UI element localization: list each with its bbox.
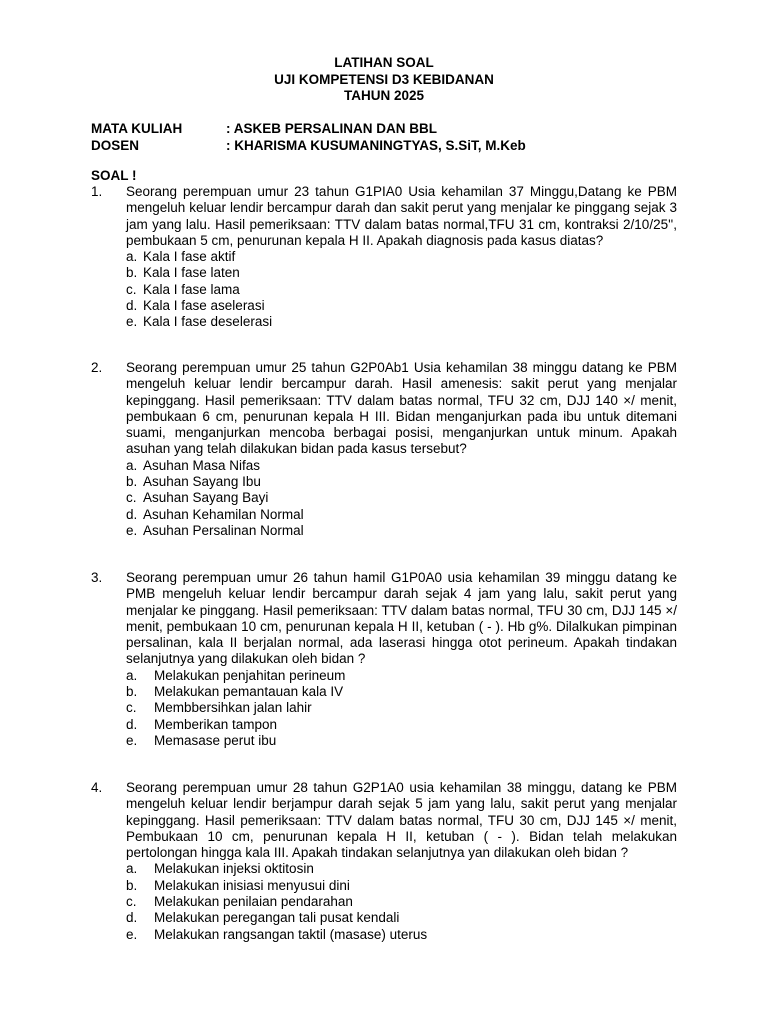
option-letter: a. (126, 861, 138, 877)
option-letter: e. (126, 522, 138, 538)
option-text: Melakukan pemantauan kala IV (154, 684, 344, 700)
option-text: Memasase perut ibu (154, 732, 277, 748)
option-letter: e. (126, 926, 138, 942)
header-year: TAHUN 2025 (343, 88, 425, 103)
option-text: Asuhan Kehamilan Normal (143, 506, 304, 522)
question-2 (91, 360, 677, 539)
question-number: 2. (91, 360, 103, 375)
option-letter: a. (126, 457, 138, 473)
option-item (126, 249, 677, 265)
option-text: Melakukan rangsangan taktil (masase) uterus (154, 926, 428, 942)
option-text: Membbersihkan jalan lahir (154, 700, 312, 716)
option-letter: c. (126, 894, 137, 910)
question-4 (91, 780, 677, 943)
option-text: Melakukan penilaian pendarahan (154, 894, 353, 910)
option-letter: c. (126, 700, 137, 716)
option-text: Memberikan tampon (154, 716, 278, 732)
option-item (126, 878, 677, 894)
option-item (126, 894, 677, 910)
option-text: Asuhan Masa Nifas (143, 457, 261, 473)
option-item (126, 927, 677, 943)
option-item (126, 910, 677, 926)
option-list (126, 668, 677, 749)
option-text: Melakukan penjahitan perineum (154, 667, 346, 683)
header-subtitle: UJI KOMPETENSI D3 KEBIDANAN (274, 71, 494, 87)
option-item (126, 490, 677, 506)
meta-lecturer-row (91, 138, 526, 155)
question-number: 1. (91, 184, 103, 199)
option-item (126, 458, 677, 474)
option-item (126, 507, 677, 523)
option-letter: b. (126, 684, 138, 700)
option-item (126, 298, 677, 314)
document-header (0, 55, 768, 105)
option-item (126, 861, 677, 877)
option-letter: d. (126, 910, 138, 926)
question-number: 3. (91, 570, 103, 585)
option-item (126, 282, 677, 298)
question-number: 4. (91, 780, 103, 795)
option-letter: b. (126, 877, 138, 893)
option-text: Kala I fase laten (143, 265, 240, 281)
option-item (126, 684, 677, 700)
option-list (126, 458, 677, 539)
question-text: Seorang perempuan umur 28 tahun G2P1A0 usia kehamilan 38 minggu, datang ke PBM mengeluh keluar lendir berjampur darah sejak 5 jam yang lalu, sakit perut yang menjalar kepinggang. Hasil pemeriksaan: TTV dalam batas normal, TFU 30 cm, DJJ 145 ×/ menit, Pembukaan 10 cm, penurunan kepala H II, ketuban ( - ). Bidan telah melakukan pertolongan hingga kala III. Apakah tindakan selanjutnya yan dilakukan oleh bidan ? (126, 780, 677, 861)
option-text: Melakukan injeksi oktitosin (154, 861, 314, 877)
option-letter: d. (126, 506, 138, 522)
option-item (126, 717, 677, 733)
option-item (126, 733, 677, 749)
option-item (126, 523, 677, 539)
question-3 (91, 570, 677, 749)
option-letter: a. (126, 249, 138, 265)
question-text: Seorang perempuan umur 23 tahun G1PIA0 Usia kehamilan 37 Minggu,Datang ke PBM mengeluh keluar lendir bercampur darah dan sakit perut yang menjalar ke pinggang sejak 3 jam yang lalu. Hasil pemeriksaan: TTV dalam batas normal,TFU 31 cm, kontraksi 2/10/25'', pembukaan 5 cm, penurunan kepala H II. Apakah diagnosis pada kasus diatas? (126, 184, 677, 248)
option-list (126, 249, 677, 330)
meta-block (91, 121, 526, 154)
option-text: Asuhan Sayang Bayi (143, 490, 269, 506)
option-letter: b. (126, 474, 138, 490)
meta-course-value: : ASKEB PERSALINAN DAN BBL (226, 121, 438, 136)
option-text: Melakukan inisiasi menyusui dini (154, 877, 350, 893)
option-item (126, 265, 677, 281)
option-item (126, 700, 677, 716)
option-text: Asuhan Persalinan Normal (143, 522, 304, 538)
question-text: Seorang perempuan umur 25 tahun G2P0Ab1 Usia kehamilan 38 minggu datang ke PBM mengeluh keluar lendir bercampur darah. Hasil amenesis: sakit perut yang menjalar kepinggang. Hasil pemeriksaan: TTV dalam batas normal, TFU 32 cm, DJJ 140 ×/ menit, pembukaan 6 cm, penurunan kepala H III. Bidan menganjurkan pada ibu untuk ditemani suami, menganjurkan mencoba berbagai posisi, menganjurkan untuk minum. Apakah asuhan yang telah dilakukan bidan pada kasus tersebut? (126, 360, 677, 457)
header-title: LATIHAN SOAL (334, 55, 434, 70)
option-text: Kala I fase deselerasi (143, 314, 273, 330)
option-list (126, 861, 677, 942)
option-letter: b. (126, 265, 138, 281)
option-text: Kala I fase aselerasi (143, 298, 265, 314)
soal-title: SOAL ! (91, 168, 137, 183)
option-text: Kala I fase lama (143, 281, 240, 297)
meta-lecturer-label: DOSEN (91, 137, 140, 153)
option-letter: d. (126, 298, 138, 314)
option-text: Melakukan peregangan tali pusat kendali (154, 910, 400, 926)
option-text: Kala I fase aktif (143, 249, 236, 265)
option-item (126, 314, 677, 330)
option-item (126, 474, 677, 490)
option-letter: e. (126, 314, 138, 330)
question-text: Seorang perempuan umur 26 tahun hamil G1P0A0 usia kehamilan 39 minggu datang ke PMB mengeluh keluar lendir bercampur darah sejak 4 jam yang lalu, sakit perut yang menjalar ke pinggang. Hasil pemeriksaan: TTV dalam batas normal, TFU 30 cm, DJJ 145 ×/ menit, pembukaan 10 cm, penurunan kepala H II, ketuban ( - ). Hb g%. Dilalkukan pimpinan persalinan, kala II berjalan normal, ada laserasi hingga otot perineum. Apakah tindakan selanjutnya yang dilakukan oleh bidan ? (126, 570, 677, 667)
meta-course-label: MATA KULIAH (91, 121, 183, 136)
meta-course-row (91, 121, 526, 138)
option-letter: a. (126, 667, 138, 683)
question-1 (91, 184, 677, 331)
option-letter: d. (126, 716, 138, 732)
option-item (126, 668, 677, 684)
option-text: Asuhan Sayang Ibu (143, 474, 261, 490)
option-letter: c. (126, 490, 137, 506)
option-letter: e. (126, 732, 138, 748)
option-letter: c. (126, 281, 137, 297)
meta-lecturer-value: : KHARISMA KUSUMANINGTYAS, S.SiT, M.Keb (226, 137, 526, 153)
